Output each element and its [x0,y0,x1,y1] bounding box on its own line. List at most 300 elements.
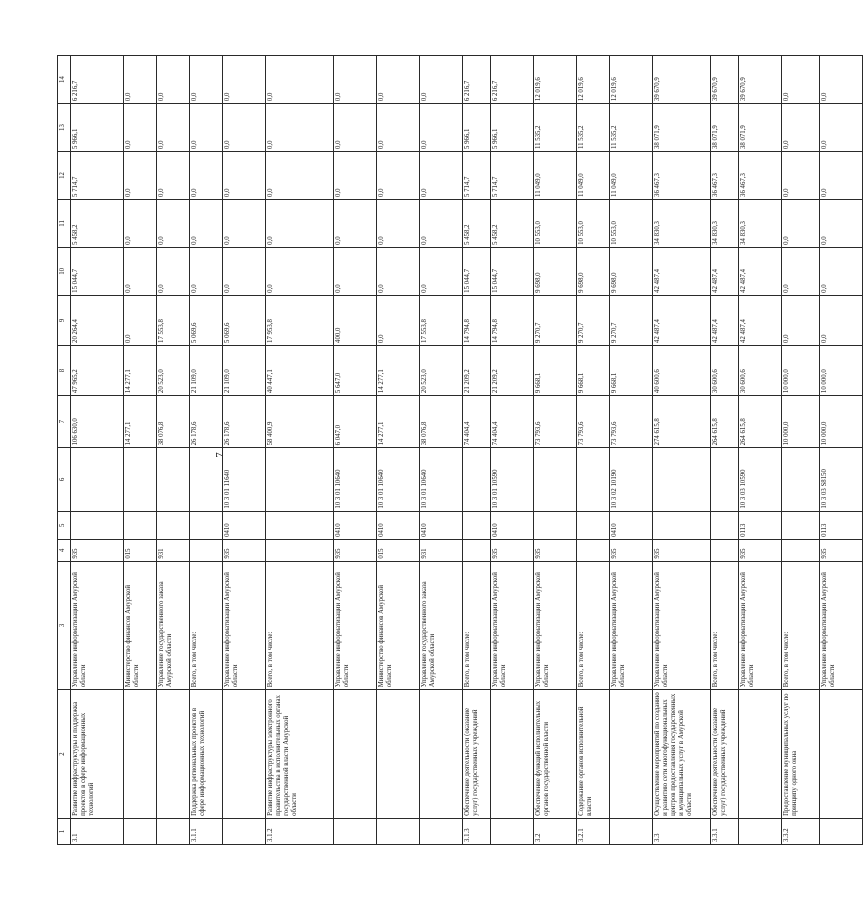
table-cell: 264 615,8 [739,396,782,448]
table-cell: Обеспечение деятельности (оказание услуг) государственных учреждений [463,690,491,819]
table-cell: 0,0 [124,152,157,200]
table-cell [711,539,739,561]
table-cell: 26 178,6 [223,396,266,448]
table-cell: 36 467,3 [711,152,739,200]
table-cell: 0,0 [157,104,190,152]
table-cell [190,511,223,539]
table-cell: 21 109,0 [190,345,223,395]
table-row [420,56,463,845]
table-row [190,56,223,845]
table-cell: Всего, в том числе: [577,561,610,690]
table-cell: 10 553,0 [610,199,653,247]
table-cell: 931 [157,539,190,561]
table-cell: 0,0 [377,104,420,152]
table-cell: 20 264,4 [71,295,124,345]
table-cell: 36 467,3 [739,152,782,200]
table-cell [157,818,190,844]
table-cell: 58 400,9 [266,396,334,448]
table-cell [820,818,863,844]
table-cell: 0113 [739,511,782,539]
table-cell [190,539,223,561]
table-cell: 0,0 [157,152,190,200]
table-cell: 931 [420,539,463,561]
table-row [491,56,534,845]
table-cell: Управление информатизации Амурской области [610,561,653,690]
table-cell [739,690,782,819]
table-cell [491,818,534,844]
table-cell: Всего, в том числе: [463,561,491,690]
table-cell: Поддержка региональных проектов в сфере информационных технологий [190,690,223,819]
table-cell: Содержание органов исполнительной власти [577,690,610,819]
table-cell: 14 794,8 [491,295,534,345]
table-cell: 0,0 [377,199,420,247]
table-cell: 935 [491,539,534,561]
table-cell: 0,0 [223,56,266,104]
table-cell: 9 270,7 [610,295,653,345]
table-cell [71,448,124,511]
table-cell: 0,0 [782,295,820,345]
header-cell: 13 [58,104,71,152]
header-cell: 4 [58,539,71,561]
table-cell: 11 535,2 [610,104,653,152]
table-cell: 9 698,0 [610,247,653,295]
table-cell: 21 209,2 [491,345,534,395]
table-cell: Обеспечение деятельности (оказание услуг) государственных учреждений [711,690,739,819]
table-cell [577,539,610,561]
table-cell: 0,0 [782,104,820,152]
table-cell: 21 109,0 [223,345,266,395]
table-cell: 0,0 [820,199,863,247]
table-cell: 3.1.1 [190,818,223,844]
table-row [377,56,420,845]
table-body [58,56,863,845]
table-cell: 0,0 [782,152,820,200]
table-cell: Всего, в том числе: [782,561,820,690]
table-cell: Управление информатизации Амурской области [820,561,863,690]
table-cell: 0,0 [190,199,223,247]
table-cell: 0,0 [124,199,157,247]
table-cell: 34 830,3 [653,199,711,247]
table-cell [420,818,463,844]
table-cell: 935 [739,539,782,561]
table-cell: 9 270,7 [534,295,577,345]
table-cell: 935 [71,539,124,561]
table-cell: 3.1 [71,818,124,844]
table-cell: 14 277,1 [124,345,157,395]
table-cell: 39 670,9 [711,56,739,104]
table-cell: 0,0 [820,56,863,104]
table-row [577,56,610,845]
table-cell: 17 953,8 [266,295,334,345]
table-cell: 0410 [610,511,653,539]
table-cell: 0410 [377,511,420,539]
page-number: 7 [214,452,226,458]
table-cell: 39 670,9 [653,56,711,104]
table-cell: 12 019,6 [610,56,653,104]
table-cell [534,448,577,511]
budget-table [57,55,863,845]
table-row [782,56,820,845]
table-cell: 5 458,2 [491,199,534,247]
table-cell: 0,0 [820,295,863,345]
table-cell: 39 670,9 [739,56,782,104]
table-cell: Управление информатизации Амурской области [71,561,124,690]
table-cell: 0410 [223,511,266,539]
table-cell: 10 3 03 S8150 [820,448,863,511]
table-cell [491,690,534,819]
table-cell: 17 553,8 [420,295,463,345]
table-cell: Министерство финансов Амурской области [124,561,157,690]
table-cell: 14 277,1 [124,396,157,448]
table-header-row [58,56,71,845]
table-cell: 015 [377,539,420,561]
table-cell: 0,0 [266,152,334,200]
table-cell: 935 [653,539,711,561]
table-cell: 12 019,6 [577,56,610,104]
table-cell: 0,0 [124,104,157,152]
table-cell: 9 668,1 [577,345,610,395]
table-cell: 106 630,0 [71,396,124,448]
table-cell: 3.1.3 [463,818,491,844]
table-row [820,56,863,845]
table-cell: 9 668,1 [534,345,577,395]
table-cell: 34 830,3 [739,199,782,247]
table-cell: 5 069,6 [190,295,223,345]
table-cell: 0,0 [266,247,334,295]
table-cell: 0410 [420,511,463,539]
table-cell: 42 487,4 [653,295,711,345]
table-cell: 5 714,7 [491,152,534,200]
table-cell: Управление информатизации Амурской области [334,561,377,690]
table-cell: Управление государственного заказа Амурской области [420,561,463,690]
table-cell: 10 3 03 10590 [739,448,782,511]
table-cell: 38 071,9 [739,104,782,152]
table-cell [463,448,491,511]
table-cell: 0,0 [223,104,266,152]
table-cell: 15 044,7 [463,247,491,295]
table-cell [820,690,863,819]
table-cell: 0,0 [334,56,377,104]
table-cell: 0,0 [377,152,420,200]
header-cell: 10 [58,247,71,295]
table-cell: 9 668,1 [610,345,653,395]
table-row [157,56,190,845]
table-cell: 11 049,0 [610,152,653,200]
table-cell: 0410 [334,511,377,539]
table-cell: 38 076,8 [420,396,463,448]
table-cell: 0,0 [190,247,223,295]
table-cell: 0,0 [157,247,190,295]
table-cell: Управление информатизации Амурской области [653,561,711,690]
table-cell: 5 714,7 [463,152,491,200]
table-cell: 935 [820,539,863,561]
table-cell: 0,0 [820,104,863,152]
table-cell: 14 277,1 [377,396,420,448]
table-cell: Управление информатизации Амурской области [534,561,577,690]
table-cell: 11 049,0 [534,152,577,200]
table-cell [124,818,157,844]
table-cell: 20 523,0 [157,345,190,395]
table-cell: 9 698,0 [534,247,577,295]
table-cell: 6 047,0 [334,396,377,448]
header-cell: 7 [58,396,71,448]
table-cell: 74 404,4 [463,396,491,448]
table-cell [739,818,782,844]
table-cell [610,690,653,819]
table-cell: 0,0 [124,247,157,295]
table-row [610,56,653,845]
table-cell: 40 600,6 [653,345,711,395]
header-cell: 9 [58,295,71,345]
table-cell: Всего, в том числе: [266,561,334,690]
table-cell: 0,0 [190,56,223,104]
table-cell: Управление информатизации Амурской области [739,561,782,690]
table-cell: 5 647,0 [334,345,377,395]
table-cell [334,690,377,819]
table-cell: 3.1.2 [266,818,334,844]
table-cell: 10 3 01 10640 [420,448,463,511]
table-cell [266,448,334,511]
header-cell: 3 [58,561,71,690]
table-cell: 5 069,6 [223,295,266,345]
header-cell: 6 [58,448,71,511]
header-cell: 8 [58,345,71,395]
table-cell: 0,0 [157,56,190,104]
table-cell [124,511,157,539]
table-cell [577,448,610,511]
table-cell: 0,0 [377,247,420,295]
table-cell: Всего, в том числе: [190,561,223,690]
table-cell: Развитие инфраструктуры электронного правительства в исполнительных органах государственной власти Амурской области [266,690,334,819]
table-cell [577,511,610,539]
table-cell [463,539,491,561]
table-cell: 10 3 01 10590 [491,448,534,511]
table-cell: 10 000,0 [782,396,820,448]
table-cell: 0,0 [124,295,157,345]
table-cell: Управление государственного заказа Амурской области [157,561,190,690]
table-cell [782,511,820,539]
table-row [124,56,157,845]
table-cell: 0,0 [820,247,863,295]
table-cell: 0,0 [223,152,266,200]
table-cell: 6 216,7 [463,56,491,104]
table-cell: 6 216,7 [71,56,124,104]
table-cell: 0,0 [190,104,223,152]
table-cell: 5 966,1 [71,104,124,152]
table-cell: 0,0 [223,199,266,247]
table-cell: 3.2 [534,818,577,844]
table-cell: 40 447,1 [266,345,334,395]
table-cell [782,448,820,511]
table-cell: 015 [124,539,157,561]
table-cell: 10 000,0 [820,345,863,395]
table-row [739,56,782,845]
table-cell: 15 044,7 [71,247,124,295]
table-cell: 34 830,3 [711,199,739,247]
table-cell [377,690,420,819]
table-cell: 42 487,4 [739,295,782,345]
table-cell [157,511,190,539]
table-cell: Министерство финансов Амурской области [377,561,420,690]
table-cell: 21 209,2 [463,345,491,395]
header-cell: 1 [58,818,71,844]
table-cell: 0,0 [782,56,820,104]
table-cell: Обеспечение функций исполнительных органов государственной власти [534,690,577,819]
table-cell: Управление информатизации Амурской области [491,561,534,690]
table-cell: 42 487,4 [739,247,782,295]
table-cell: 0,0 [782,247,820,295]
table-cell: 42 487,4 [711,247,739,295]
table-cell [190,448,223,511]
table-cell: 11 049,0 [577,152,610,200]
table-cell [610,818,653,844]
table-cell: 274 615,8 [653,396,711,448]
table-cell: 0,0 [420,104,463,152]
table-cell: 0,0 [420,152,463,200]
table-cell: 0,0 [223,247,266,295]
table-cell: 5 966,1 [491,104,534,152]
table-cell: 9 270,7 [577,295,610,345]
table-cell [223,818,266,844]
table-cell: Всего, в том числе: [711,561,739,690]
table-cell: 74 404,4 [491,396,534,448]
table-cell [711,511,739,539]
table-cell: 264 615,8 [711,396,739,448]
table-cell [653,511,711,539]
table-cell: 20 523,0 [420,345,463,395]
table-cell: 0,0 [334,199,377,247]
table-cell: 10 553,0 [577,199,610,247]
table-cell: 17 553,8 [157,295,190,345]
table-cell: 42 487,4 [711,295,739,345]
table-cell [653,448,711,511]
table-cell: 36 467,3 [653,152,711,200]
table-cell [157,690,190,819]
table-cell: 5 966,1 [463,104,491,152]
table-cell: 38 071,9 [653,104,711,152]
header-cell: 11 [58,199,71,247]
table-cell: 15 044,7 [491,247,534,295]
table-cell: Управление информатизации Амурской области [223,561,266,690]
table-cell: 0,0 [190,152,223,200]
table-cell: 5 458,2 [71,199,124,247]
header-cell: 14 [58,56,71,104]
table-cell: 73 793,6 [577,396,610,448]
table-cell: 0,0 [266,104,334,152]
table-cell: 30 600,6 [739,345,782,395]
table-cell: 10 3 01 10640 [334,448,377,511]
table-cell: 3.3.1 [711,818,739,844]
table-cell: 9 698,0 [577,247,610,295]
table-cell: 0,0 [334,152,377,200]
header-cell: 5 [58,511,71,539]
table-cell: 73 793,6 [534,396,577,448]
table-cell: 10 3 02 10190 [610,448,653,511]
header-cell: 2 [58,690,71,819]
table-cell [266,539,334,561]
table-cell: 0410 [491,511,534,539]
table-cell: 0,0 [266,199,334,247]
table-cell: 0,0 [420,56,463,104]
table-cell [157,448,190,511]
table-cell [377,818,420,844]
table-cell: 0,0 [377,56,420,104]
table-cell: 73 793,6 [610,396,653,448]
table-cell: 935 [223,539,266,561]
table-cell: 10 000,0 [782,345,820,395]
table-cell: 11 535,2 [577,104,610,152]
header-cell: 12 [58,152,71,200]
table-cell [782,539,820,561]
table-cell: 42 487,4 [653,247,711,295]
table-cell [463,511,491,539]
table-cell: 0,0 [420,247,463,295]
table-cell: 0,0 [266,56,334,104]
table-cell: 3.2.1 [577,818,610,844]
table-cell: Предоставление муниципальных услуг по принципу одного окна [782,690,820,819]
table-cell: 30 600,6 [711,345,739,395]
table-cell [124,448,157,511]
table-cell: 14 794,8 [463,295,491,345]
table-cell: 10 553,0 [534,199,577,247]
table-cell: 5 458,2 [463,199,491,247]
table-cell: 0,0 [157,199,190,247]
table-cell: Развитие инфраструктуры и поддержка проектов в сфере информационных технологий [71,690,124,819]
table-cell [711,448,739,511]
table-row [334,56,377,845]
table-row [223,56,266,845]
table-cell: 935 [534,539,577,561]
table-cell [334,818,377,844]
table-cell [266,511,334,539]
table-row [711,56,739,845]
table-cell: 47 965,2 [71,345,124,395]
table-cell: 14 277,1 [377,345,420,395]
table-row [71,56,124,845]
table-row [266,56,334,845]
table-row [653,56,711,845]
table-cell: 0,0 [124,56,157,104]
table-cell [534,511,577,539]
table-row [463,56,491,845]
table-cell: 3.3 [653,818,711,844]
table-cell: 0,0 [334,247,377,295]
table-cell: 12 019,6 [534,56,577,104]
table-cell [223,690,266,819]
table-cell: 400,0 [334,295,377,345]
table-cell: 10 3 01 11640 [223,448,266,511]
table-cell [420,690,463,819]
table-cell: 0113 [820,511,863,539]
table-cell: Осуществление мероприятий по созданию и развитию сети многофункциональных центров предоставления государственных и муниципальных услуг в Амурской области [653,690,711,819]
table-cell: 11 535,2 [534,104,577,152]
table-cell: 0,0 [420,199,463,247]
rotated-table-wrapper [57,55,836,845]
table-cell: 10 3 01 10640 [377,448,420,511]
table-cell: 38 071,9 [711,104,739,152]
table-cell: 0,0 [820,152,863,200]
table-cell: 38 076,8 [157,396,190,448]
table-cell: 0,0 [782,199,820,247]
table-cell: 935 [334,539,377,561]
table-cell: 935 [610,539,653,561]
table-cell: 5 714,7 [71,152,124,200]
table-cell: 3.3.2 [782,818,820,844]
table-cell: 0,0 [377,295,420,345]
table-cell: 0,0 [334,104,377,152]
table-cell: 10 000,0 [820,396,863,448]
table-cell [71,511,124,539]
